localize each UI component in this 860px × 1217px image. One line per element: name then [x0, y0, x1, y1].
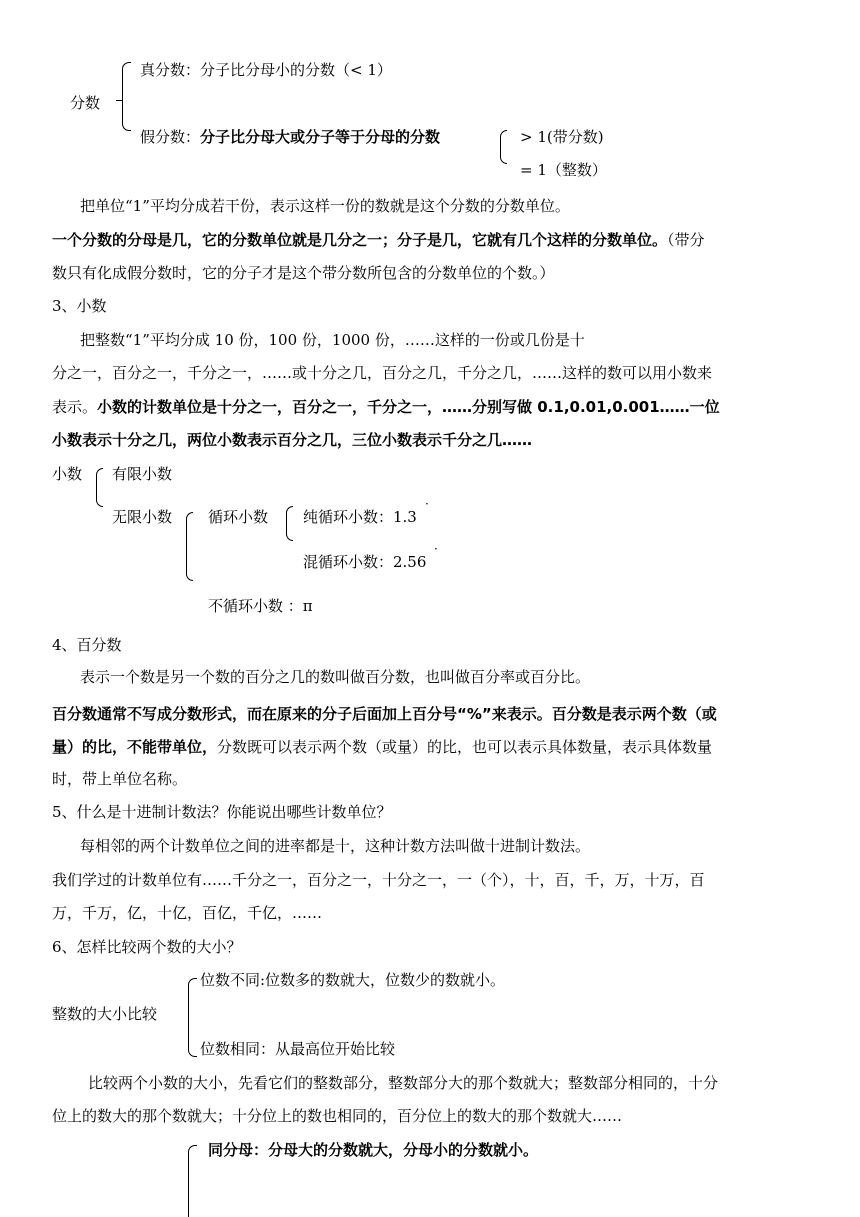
integer-compare-label: 整数的大小比较 [52, 1005, 158, 1023]
brace-upper [122, 62, 131, 103]
repeating-decimal: 循环小数 [208, 508, 269, 526]
same-denominator-rule: 同分母：分母大的分数就大，分母小的分数就小。 [208, 1141, 539, 1159]
improper-eq1: = 1（整数） [520, 161, 607, 179]
section4-line2: 百分数通常不写成分数形式，而在原来的分子后面加上百分号“%”来表示。百分数是表示两个数（或 [52, 705, 717, 723]
section4-line3 [52, 737, 812, 757]
section5-line2: 我们学过的计数单位有……千分之一，百分之一，十分之一，一（个），十，百，千，万，十万，百 [52, 871, 705, 889]
section3-heading: 3、小数 [52, 297, 107, 315]
brace-lower [122, 102, 131, 131]
section3-line3 [52, 397, 812, 417]
brace-tip [116, 100, 122, 101]
improper-fraction-text [140, 127, 440, 147]
fraction-unit-rule-tail: （带分 [667, 231, 705, 249]
finite-decimal: 有限小数 [112, 465, 173, 483]
proper-fraction-text: 真分数：分子比分母小的分数（< 1） [140, 61, 392, 79]
section5-line1: 每相邻的两个计数单位之间的进率都是十，这种计数方法叫做十进制计数法。 [80, 837, 591, 855]
integer-same-digits: 位数相同：从最高位开始比较 [200, 1040, 396, 1058]
improper-definition: 分子比分母大或分子等于分母的分数 [200, 128, 441, 146]
decimal-compare-line1: 比较两个小数的大小，先看它们的整数部分，整数部分大的那个数就大；整数部分相同的，十分 [88, 1074, 719, 1092]
section4-line3-bold: 量）的比，不能带单位， [52, 738, 218, 756]
integer-brace-lower [188, 1012, 197, 1057]
infinite-decimal: 无限小数 [112, 508, 173, 526]
section4-heading: 4、百分数 [52, 636, 122, 654]
decimal-brace-lower [96, 476, 103, 507]
repeating-dot-mark: · [425, 497, 429, 511]
repeating-dot-mark-2: · [434, 542, 438, 556]
infinite-brace-upper [186, 512, 193, 533]
section4-line1: 表示一个数是另一个数的百分之几的数叫做百分数，也叫做百分率或百分比。 [80, 668, 591, 686]
fraction-compare-brace [188, 1145, 197, 1217]
fraction-unit-note: 数只有化成假分数时，它的分子才是这个带分数所包含的分数单位的个数。） [52, 264, 555, 282]
integer-different-digits: 位数不同:位数多的数就大，位数少的数就小。 [200, 971, 506, 989]
section4-line4: 时，带上单位名称。 [52, 770, 188, 788]
improper-prefix: 假分数： [140, 128, 201, 146]
decimal-compare-line2: 位上的数大的那个数就大；十分位上的数也相同的，百分位上的数大的那个数就大…… [52, 1107, 623, 1125]
brace-improper-lower [500, 145, 507, 164]
repeating-brace-lower [286, 516, 293, 541]
integer-brace-upper [188, 978, 197, 1013]
section4-line3-normal: 分数既可以表示两个数（或量）的比，也可以表示具体数量，表示具体数量 [217, 738, 713, 756]
brace-improper-upper [500, 130, 507, 146]
infinite-brace-lower [186, 532, 193, 581]
section3-line3-bold: 小数的计数单位是十分之一，百分之一，千分之一，……分别写做 0.1,0.01,0.001……一位 [97, 398, 720, 416]
fraction-root-label: 分数 [70, 94, 101, 112]
improper-gt1: > 1(带分数) [520, 128, 604, 146]
fraction-unit-rule-bold: 一个分数的分母是几，它的分数单位就是几分之一；分子是几，它就有几个这样的分数单位。 [52, 231, 668, 249]
section3-line2: 分之一，百分之一，千分之一，……或十分之几，百分之几，千分之几，……这样的数可以用小数来 [52, 364, 713, 382]
decimal-root-label: 小数 [52, 465, 83, 483]
pure-repeating-decimal: 纯循环小数：1.3 [303, 508, 417, 526]
section5-line3: 万，千万，亿，十亿，百亿，千亿，…… [52, 904, 323, 922]
mixed-repeating-decimal: 混循环小数：2.56 [303, 553, 427, 571]
nonrepeating-decimal: 不循环小数 ：π [208, 597, 313, 615]
fraction-unit-rule [52, 230, 812, 250]
fraction-unit-definition: 把单位“1”平均分成若干份，表示这样一份的数就是这个分数的分数单位。 [80, 197, 570, 215]
section3-line4: 小数表示十分之几，两位小数表示百分之几，三位小数表示千分之几…… [52, 431, 533, 449]
section3-line3-normal: 表示。 [52, 398, 98, 416]
section5-heading: 5、什么是十进制计数法？你能说出哪些计数单位？ [52, 803, 392, 821]
section3-line1: 把整数“1”平均分成 10 份，100 份，1000 份，……这样的一份或几份是十 [80, 331, 585, 349]
section6-heading: 6、怎样比较两个数的大小？ [52, 938, 242, 956]
